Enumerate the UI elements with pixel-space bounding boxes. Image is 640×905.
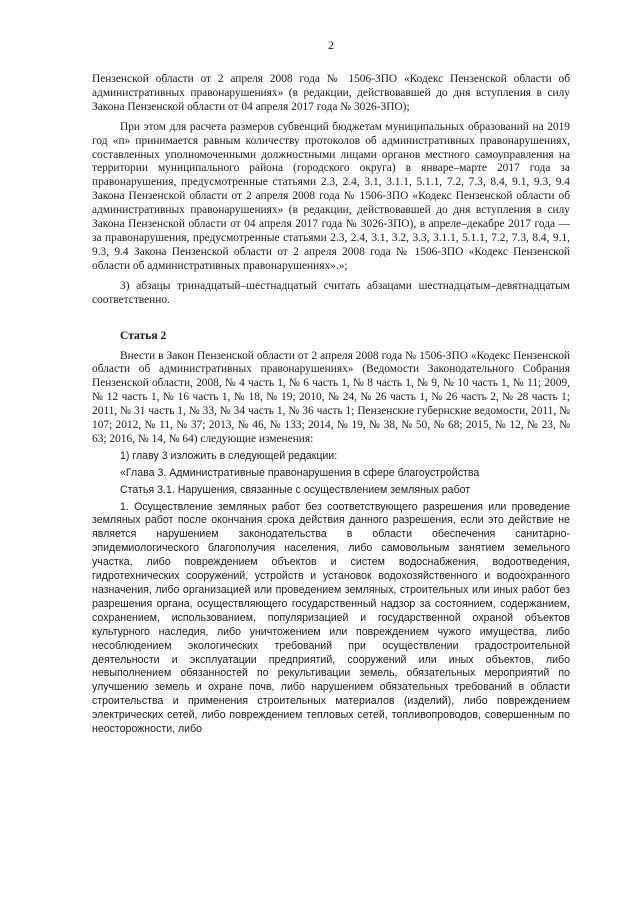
- article-2-heading: Статья 2: [120, 328, 167, 342]
- item-1-paragraph: 1) главу 3 изложить в следующей редакции:: [120, 449, 338, 462]
- article-3-1-body: 1. Осуществление земляных работ без соответствующего разрешения или проведение земляных работ после окончания срока действия данного разрешения, если это действие не является нарушением законодательства в области обеспечения санитарно-эпидемиологического благополучия населения, либо самовольным занятием земельного участка, либо повреждением объектов и систем водоснабжения, водоотведения, гидротехнических сооружений, устройств и установок водохозяйственного и водоохранного назначения, либо организацией или проведением земляных, строительных или иных работ без разрешения органа, осуществляющего государственный надзор за состоянием, содержанием, сохранением, использованием, популяризацией и государственной охраной объектов культурного наследия, либо уничтожением или повреждением чужого имущества, либо несоблюдением экологических требований при осуществлении градостроительной деятельности и эксплуатации предприятий, сооружений или иных объектов, либо невыполнением обязанностей по рекультивации земель, обязательных мероприятий по улучшению земель и охране почв, либо нарушением обязательных требований в области строительства и применения строительных материалов (изделий), либо повреждением электрических сетей, либо повреждением тепловых сетей, топливопроводов, совершенным по неосторожности, либо: [92, 500, 570, 736]
- item-3-paragraph: 3) абзацы тринадцатый–шестнадцатый считать абзацами шестнадцатым–девятнадцатым соответственно.: [92, 279, 570, 306]
- continuation-paragraph: Пензенской области от 2 апреля 2008 года № 1506-ЗПО «Кодекс Пензенской области об административных правонарушениях» (в редакции, действовавшей до дня вступления в силу Закона Пензенской области от 04 апреля 2017 года № 3026-ЗПО);: [92, 73, 570, 113]
- amendment-text-block: [92, 450, 570, 737]
- article-3-1-title: Статья 3.1. Нарушения, связанные с осуществлением земляных работ: [120, 483, 471, 496]
- article-2-intro-paragraph: Внести в Закон Пензенской области от 2 апреля 2008 года № 1506-ЗПО «Кодекс Пензенской области об административных правонарушениях» (Ведомости Законодательного Собрания Пензенской области, 2008, № 4 часть 1, № 6 часть 1, № 8 часть 1, № 9, № 10 часть 1, № 11; 2009, № 12 часть 1, № 16 часть 1, № 18, № 19; 2010, № 24, № 26 часть 1, № 26 часть 2, № 28 часть 1; 2011, № 31 часть 1, № 33, № 34 часть 1, № 36 часть 1; Пензенские губернские ведомости, 2011, № 107; 2012, № 11, № 37; 2013, № 46, № 133; 2014, № 19, № 38, № 50, № 68; 2015, № 12, № 23, № 63; 2016, № 14, № 64) следующие изменения:: [92, 349, 570, 445]
- chapter-3-title: «Глава 3. Административные правонарушения в сфере благоустройства: [120, 466, 480, 479]
- page-number: 2: [328, 38, 334, 52]
- subvention-paragraph: При этом для расчета размеров субвенций бюджетам муниципальных образований на 2019 год «п» принимается равным количеству протоколов об административных правонарушениях, составленных уполномоченными должностными лицами органов местного самоуправления на территории муниципального района (городского округа) в январе–марте 2017 года за правонарушения, предусмотренные статьями 2.3, 2.4, 3.1, 3.1.1, 5.1.1, 7.2, 7.3, 8.4, 9.1, 9.3, 9.4 Закона Пензенской области от 2 апреля 2008 года № 1506-ЗПО «Кодекс Пензенской области об административных правонарушениях» (в редакции, действовавшей до дня вступления в силу Закона Пензенской области от 04 апреля 2017 года № 3026-ЗПО), в апреле–декабре 2017 года — за правонарушения, предусмотренные статьями 2.3, 2.4, 3.1, 3.2, 3.3, 3.1.1, 5.1.1, 7.2, 7.3, 8.4, 9.1, 9.3, 9.4 Закона Пензенской области от 2 апреля 2008 года № 1506-ЗПО «Кодекс Пензенской области об административных правонарушениях».»;: [92, 120, 570, 272]
